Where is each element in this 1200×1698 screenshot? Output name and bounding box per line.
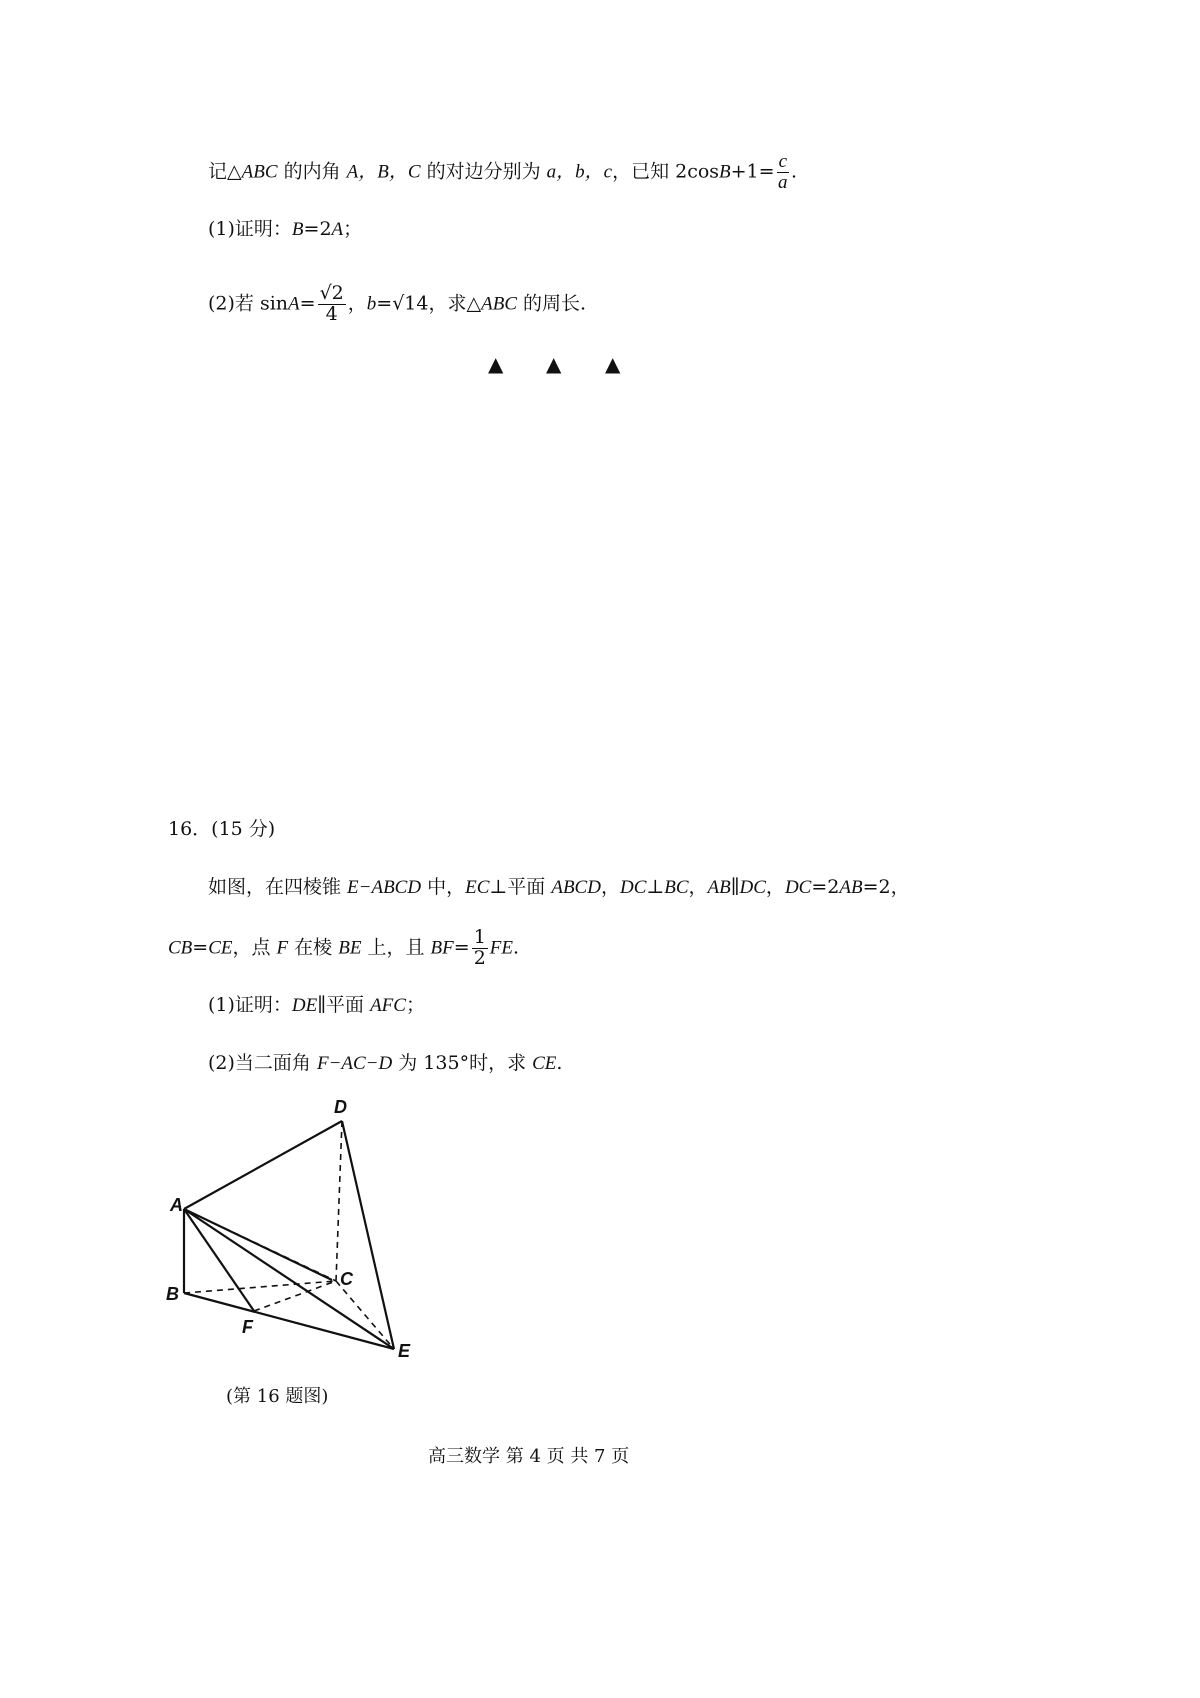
q16-header: 16．(15 分) [168, 818, 276, 840]
label-D: D [334, 1097, 347, 1117]
q15-stem: 记△ABC 的内角 A，B，C 的对边分别为 a，b，c，已知 2cosB+1= $\frac{c}{a}$ . [208, 151, 798, 193]
page-footer: 高三数学 第 4 页 共 7 页 [428, 1446, 630, 1467]
label-F: F [242, 1317, 253, 1337]
figure-caption: (第 16 题图) [226, 1386, 329, 1407]
q15-part2: (2)若 sinA= $\frac{√2}{4}$ ，b=√14，求△ABC 的周长. [208, 282, 587, 325]
label-A: A [170, 1195, 183, 1215]
fraction-sqrt2-over-4: $\frac{√2}{4}$ [319, 282, 344, 325]
q16-stem-line1: 如图，在四棱锥 E−ABCD 中，EC⊥平面 ABCD，DC⊥BC，AB∥DC，DC=2AB=2， [208, 876, 910, 898]
pyramid-figure [150, 1085, 440, 1375]
label-B: B [166, 1284, 179, 1304]
q16-stem-line2: CB=CE，点 F 在棱 BE 上，且 BF= $\frac{1}{2}$ FE. [168, 926, 520, 969]
edge-FC [254, 1281, 336, 1311]
separator-triangle: ▲ [605, 352, 621, 376]
edge-AE [184, 1209, 394, 1349]
q15-part1: (1)证明：B=2A； [208, 218, 363, 240]
edge-AD [184, 1121, 342, 1209]
edge-DE [342, 1121, 394, 1349]
label-C: C [340, 1269, 353, 1289]
separator-triangle: ▲ [488, 352, 504, 376]
fraction-c-over-a: $\frac{c}{a}$ [778, 151, 788, 193]
fraction-one-half: $\frac{1}{2}$ [473, 926, 486, 969]
edge-BC [184, 1281, 336, 1293]
q16-part1: (1)证明：DE∥平面 AFC； [208, 994, 425, 1016]
separator-triangle: ▲ [546, 352, 562, 376]
label-E: E [398, 1341, 411, 1361]
q16-part2: (2)当二面角 F−AC−D 为 135°时，求 CE. [208, 1052, 563, 1074]
edge-BE [184, 1293, 394, 1349]
edge-DC [336, 1121, 342, 1281]
